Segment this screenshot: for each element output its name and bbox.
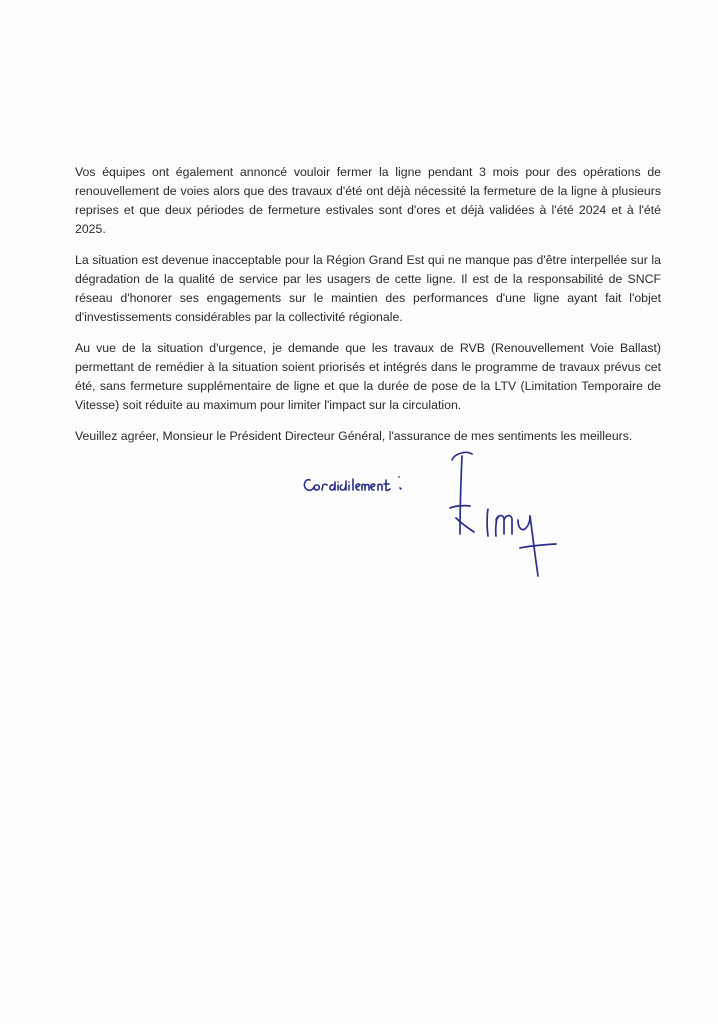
handwritten-signature — [448, 448, 568, 588]
handwritten-closing — [300, 466, 430, 506]
paragraph-unacceptable-situation: La situation est devenue inacceptable pour la Région Grand Est qui ne manque pas d'être interpellée sur la dégradation de la qualité de service par les usagers de cette ligne. Il est de la responsabilité de SNCF réseau d'honorer ses engagements sur le maintien des performances d'une ligne ayant fait l'objet d'investissements considérables par la collectivité régionale. — [75, 253, 661, 324]
letter-body — [75, 163, 661, 458]
paragraph-urgent-request: Au vue de la situation d'urgence, je demande que les travaux de RVB (Renouvellement Voie Ballast) permettant de remédier à la situation soient priorisés et intégrés dans le programme de travaux prévus cet été, sans fermeture supplémentaire de ligne et que la durée de pose de la LTV (Limitation Temporaire de Vitesse) soit réduite au maximum pour limiter l'impact sur la circulation. — [75, 341, 661, 412]
paragraph-formal-closing: Veuillez agréer, Monsieur le Président Directeur Général, l'assurance de mes sentiments les meilleurs. — [75, 429, 633, 443]
paragraph-works-closure: Vos équipes ont également annoncé vouloir fermer la ligne pendant 3 mois pour des opérations de renouvellement de voies alors que des travaux d'été ont déjà nécessité la fermeture de la ligne à plusieurs reprises et que deux périodes de fermeture estivales sont d'ores et déjà validées à l'été 2024 et à l'été 2025. — [75, 165, 661, 236]
